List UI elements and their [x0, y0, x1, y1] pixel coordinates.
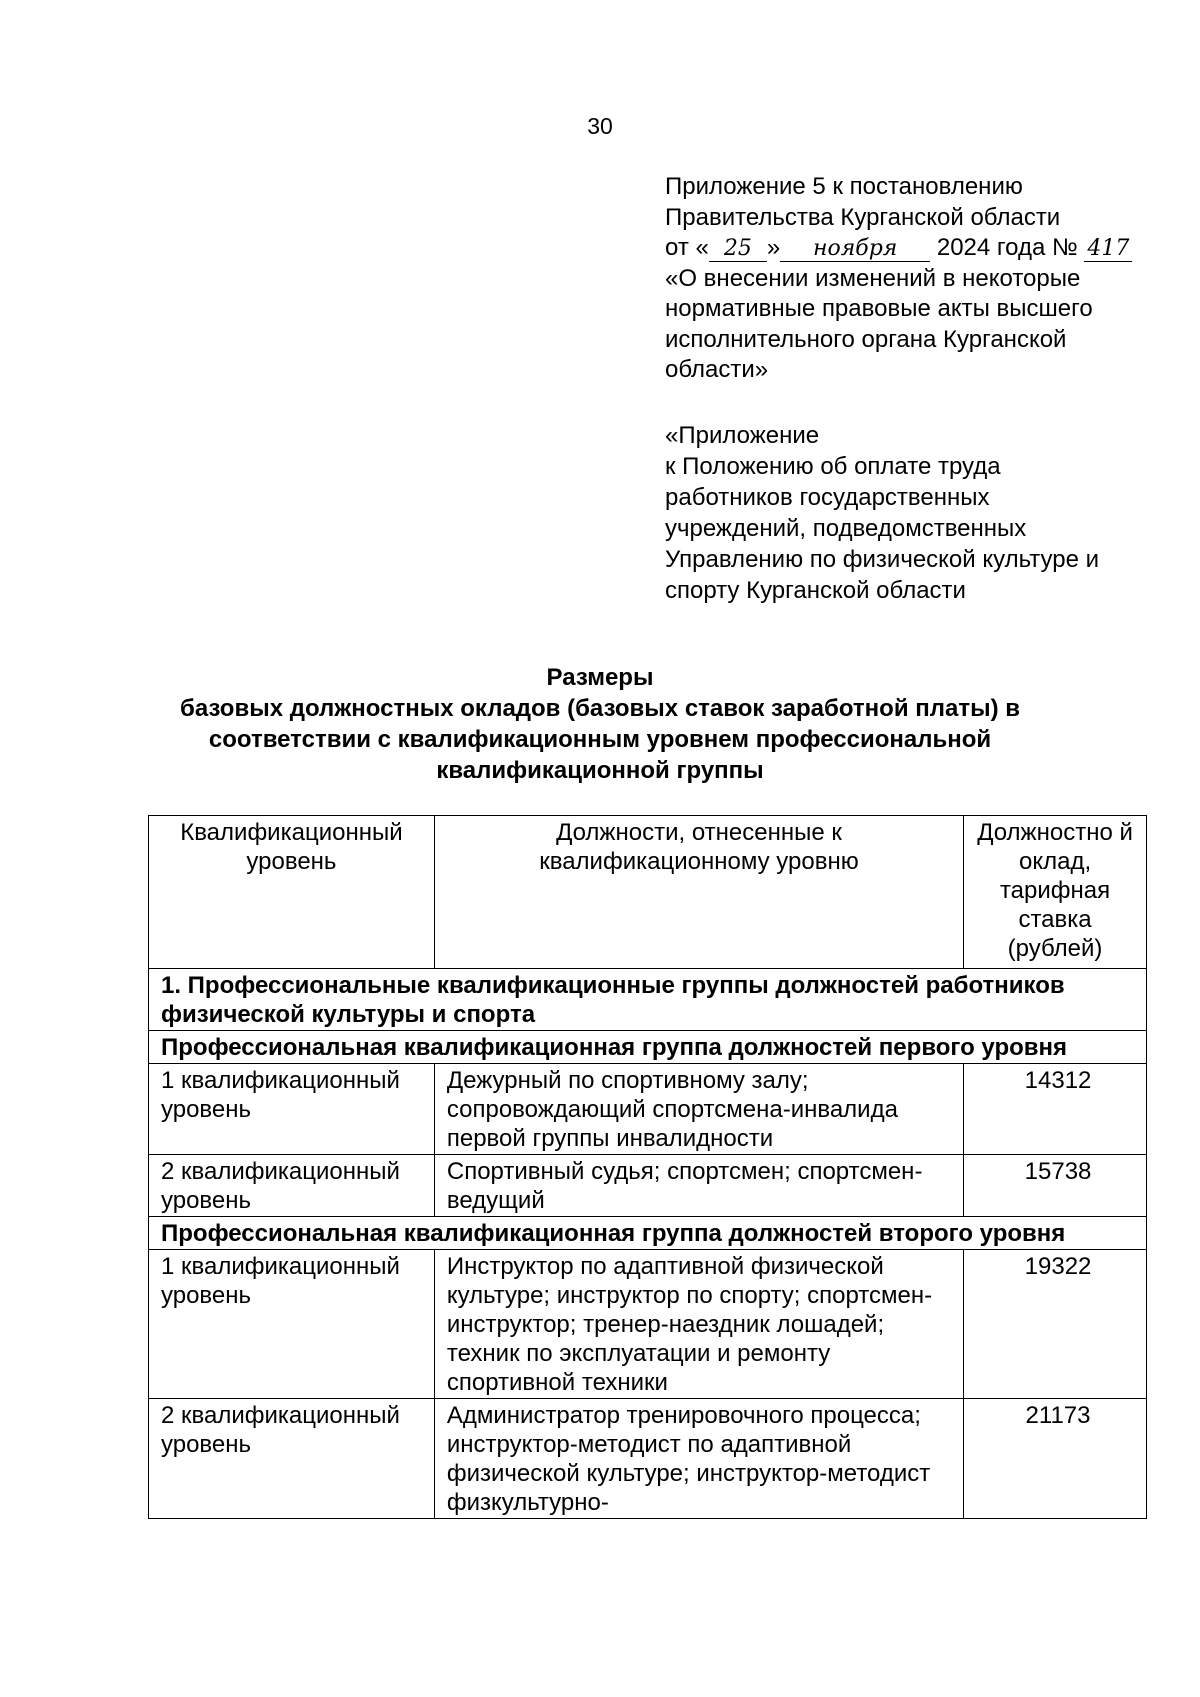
header-positions: Должности, отнесенные к квалификационному уровню: [434, 816, 963, 969]
group-title: 1. Профессиональные квалификационные группы должностей работников физической культуры и спорта: [149, 969, 1147, 1031]
resolution-header: [665, 172, 1165, 386]
table-header-row: [149, 816, 1147, 969]
header-date-line: [665, 233, 1165, 264]
appendix-block: [665, 420, 1165, 606]
cell-level: 2 квалификационный уровень: [149, 1399, 435, 1519]
page-number: 30: [587, 113, 613, 139]
cell-level: 2 квалификационный уровень: [149, 1155, 435, 1217]
cell-level: 1 квалификационный уровень: [149, 1064, 435, 1155]
cell-level: 1 квалификационный уровень: [149, 1250, 435, 1399]
header-level: Квалификационный уровень: [149, 816, 435, 969]
cell-salary: 21173: [964, 1399, 1147, 1519]
header-title-line: исполнительного органа Курганской: [665, 325, 1067, 353]
handwritten-doc-number: 417: [1084, 237, 1132, 262]
appendix-line: к Положению об оплате труда: [665, 453, 1001, 480]
header-salary: Должностно й оклад, тарифная ставка (рублей): [964, 816, 1147, 969]
header-line: Приложение 5 к постановлению: [665, 173, 1023, 200]
appendix-line: спорту Курганской области: [665, 577, 966, 604]
header-line: Правительства Курганской области: [665, 203, 1061, 231]
cell-positions: Инструктор по адаптивной физической культуре; инструктор по спорту; спортсмен-инструктор; тренер-наездник лошадей; техник по эксплуатации и ремонту спортивной техники: [434, 1250, 963, 1399]
subgroup-title: Профессиональная квалификационная группа должностей второго уровня: [149, 1217, 1147, 1250]
document-title: [150, 662, 1050, 786]
title-line: базовых должностных окладов (базовых ставок заработной платы) в: [180, 695, 1020, 722]
table-row: [149, 1399, 1147, 1519]
table-row: [149, 1155, 1147, 1217]
subgroup-row: [149, 1031, 1147, 1064]
cell-salary: 15738: [964, 1155, 1147, 1217]
handwritten-month: ноября: [780, 237, 930, 262]
table-row: [149, 1064, 1147, 1155]
cell-positions: Администратор тренировочного процесса; инструктор-методист по адаптивной физической культуре; инструктор-методист физкультурно-: [434, 1399, 963, 1519]
date-prefix: от «: [665, 234, 709, 261]
cell-salary: 19322: [964, 1250, 1147, 1399]
title-line: соответствии с квалификационным уровнем профессиональной: [208, 726, 992, 753]
title-line: Размеры: [546, 664, 654, 691]
subgroup-row: [149, 1217, 1147, 1250]
appendix-line: учреждений, подведомственных: [665, 515, 1027, 542]
header-title-line: «О внесении изменений в некоторые: [665, 264, 1081, 292]
header-title-line: нормативные правовые акты высшего: [665, 295, 1093, 322]
title-line: квалификационной группы: [436, 757, 764, 784]
table-row: [149, 1250, 1147, 1399]
appendix-line: работников государственных: [665, 484, 990, 511]
cell-salary: 14312: [964, 1064, 1147, 1155]
appendix-line: Управлению по физической культуре и: [665, 546, 1099, 573]
cell-positions: Дежурный по спортивному залу; сопровождающий спортсмена-инвалида первой группы инвалидности: [434, 1064, 963, 1155]
salary-table: [148, 815, 1147, 1519]
cell-positions: Спортивный судья; спортсмен; спортсмен-ведущий: [434, 1155, 963, 1217]
group-row: [149, 969, 1147, 1031]
subgroup-title: Профессиональная квалификационная группа должностей первого уровня: [149, 1031, 1147, 1064]
appendix-line: «Приложение: [665, 422, 820, 449]
header-title-line: области»: [665, 356, 769, 383]
date-year: 2024 года №: [936, 234, 1078, 261]
handwritten-day: 25: [709, 237, 767, 262]
date-mid: »: [766, 234, 781, 261]
